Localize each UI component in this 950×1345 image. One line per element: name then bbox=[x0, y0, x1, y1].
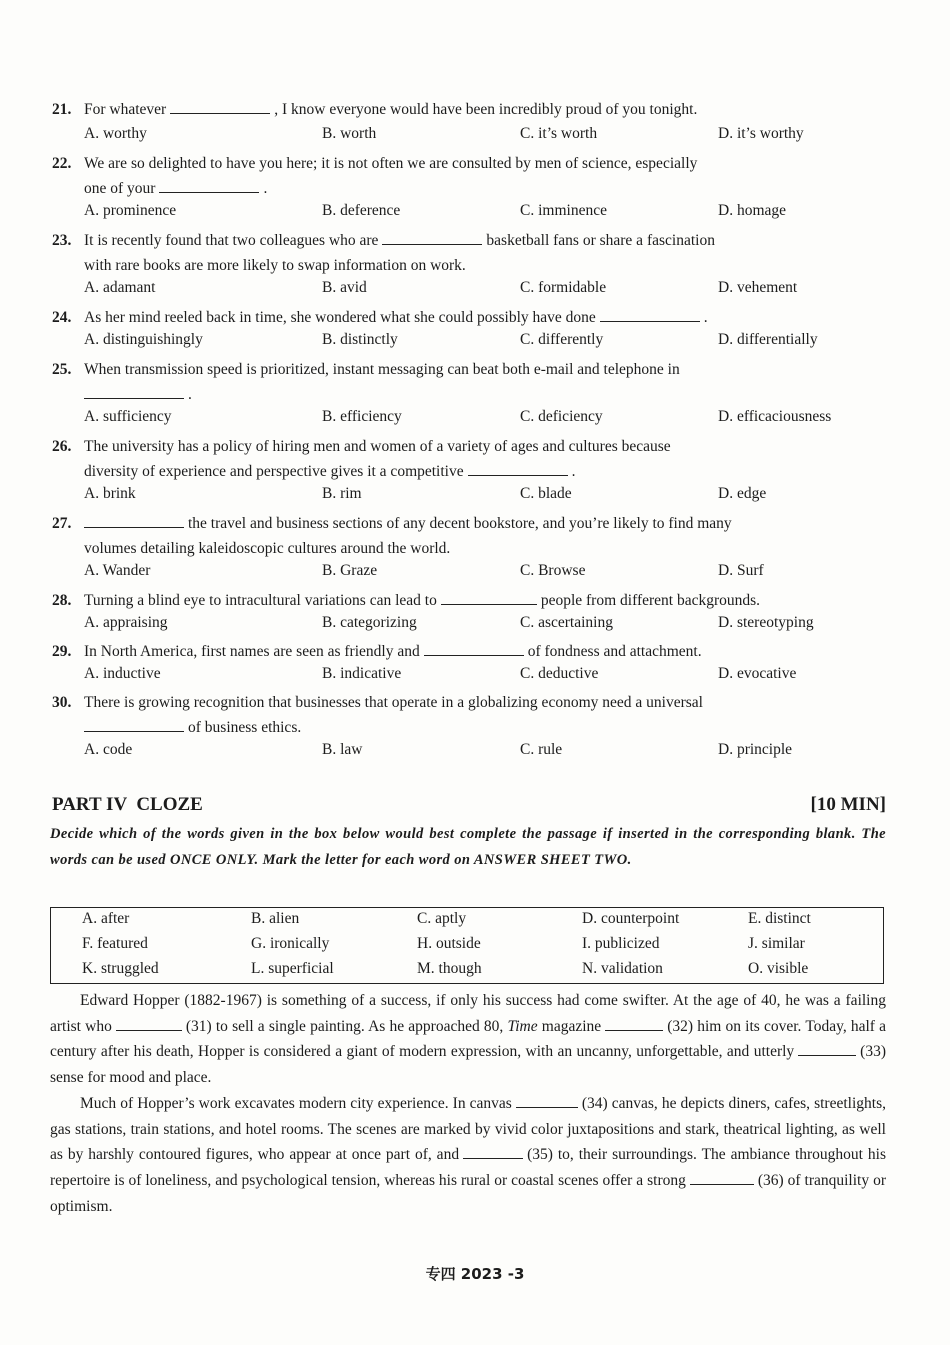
word-option: J. similar bbox=[748, 935, 805, 952]
cloze-passage bbox=[50, 988, 886, 1219]
question-26 bbox=[52, 434, 892, 484]
word-option: G. ironically bbox=[251, 935, 330, 952]
option-b: B. worth bbox=[322, 125, 377, 142]
answer-blank bbox=[84, 513, 184, 528]
option-d: D. it’s worthy bbox=[718, 125, 804, 142]
answer-blank bbox=[84, 717, 184, 732]
passage-paragraph-2: Much of Hopper’s work excavates modern city experience. In canvas (34) canvas, he depicts diners, cafes, streetlights, gas stations, train stations, and hotel rooms. The scenes are marked by vivid color juxtapositions and stark, theatrical lighting, as well as by harshly contoured figures, who appear at once part of, and (35) to, their surroundings. The ambiance throughout his repertoire is of loneliness, and psychological tension, whereas his rural or coastal scenes offer a strong (36) of tranquility or optimism. bbox=[50, 1094, 887, 1215]
option-b: B. indicative bbox=[322, 665, 402, 682]
options-26 bbox=[84, 485, 884, 509]
options-24 bbox=[84, 331, 884, 355]
option-b: B. deference bbox=[322, 202, 401, 219]
options-27 bbox=[84, 562, 884, 586]
word-option: H. outside bbox=[417, 935, 481, 952]
answer-blank bbox=[382, 230, 482, 245]
word-option: B. alien bbox=[251, 910, 300, 927]
option-c: C. formidable bbox=[520, 279, 607, 296]
question-27 bbox=[52, 511, 892, 561]
word-option: A. after bbox=[82, 910, 130, 927]
answer-blank bbox=[600, 307, 700, 322]
word-option: D. counterpoint bbox=[582, 910, 680, 927]
option-a: A. distinguishingly bbox=[84, 331, 203, 348]
option-c: C. blade bbox=[520, 485, 572, 502]
question-stem: When transmission speed is prioritized, instant messaging can beat both e-mail and telephone in bbox=[84, 361, 680, 378]
question-23 bbox=[52, 228, 892, 278]
word-option: F. featured bbox=[82, 935, 148, 952]
answer-blank bbox=[170, 99, 270, 114]
answer-blank bbox=[463, 1144, 523, 1159]
question-stem: In North America, first names are seen as friendly and of fondness and attachment. bbox=[84, 643, 702, 660]
option-a: A. code bbox=[84, 741, 133, 758]
question-stem: There is growing recognition that businesses that operate in a globalizing economy need a universal bbox=[84, 694, 703, 711]
question-stem-continued: with rare books are more likely to swap information on work. bbox=[84, 257, 466, 274]
option-b: B. law bbox=[322, 741, 363, 758]
question-stem: It is recently found that two colleagues who are basketball fans or share a fascination bbox=[84, 232, 715, 249]
option-a: A. prominence bbox=[84, 202, 177, 219]
word-option: K. struggled bbox=[82, 960, 159, 977]
option-c: C. Browse bbox=[520, 562, 586, 579]
question-stem: The university has a policy of hiring men and women of a variety of ages and cultures because bbox=[84, 438, 671, 455]
options-30 bbox=[84, 741, 884, 765]
option-d: D. edge bbox=[718, 485, 767, 502]
question-30 bbox=[52, 690, 892, 740]
option-d: D. vehement bbox=[718, 279, 798, 296]
answer-blank bbox=[84, 384, 184, 399]
option-c: C. rule bbox=[520, 741, 563, 758]
option-d: D. stereotyping bbox=[718, 614, 814, 631]
option-a: A. sufficiency bbox=[84, 408, 172, 425]
answer-blank bbox=[468, 461, 568, 476]
question-number: 25. bbox=[52, 361, 72, 378]
passage-paragraph-1: Edward Hopper (1882-1967) is something of a success, if only his success had come swifter. At the age of 40, he was a failing artist who (31) to sell a single painting. As he approached 80, Time magazine (32) him on its cover. Today, half a century after his death, Hopper is considered a giant of modern expression, with an uncanny, unforgettable, and utterly (33) sense for mood and place. bbox=[50, 992, 887, 1087]
options-23 bbox=[84, 279, 884, 303]
option-a: A. inductive bbox=[84, 665, 161, 682]
option-a: A. Wander bbox=[84, 562, 151, 579]
question-number: 26. bbox=[52, 438, 72, 455]
question-24 bbox=[52, 305, 892, 330]
question-21 bbox=[52, 97, 892, 122]
question-number: 28. bbox=[52, 592, 72, 609]
word-bank-box bbox=[50, 907, 884, 984]
answer-blank bbox=[690, 1170, 754, 1185]
question-number: 30. bbox=[52, 694, 72, 711]
option-b: B. rim bbox=[322, 485, 362, 502]
answer-blank bbox=[159, 178, 259, 193]
question-stem-continued: one of your . bbox=[84, 180, 268, 197]
question-25 bbox=[52, 357, 892, 407]
answer-blank bbox=[424, 641, 524, 656]
option-a: A. brink bbox=[84, 485, 136, 502]
option-d: D. efficaciousness bbox=[718, 408, 832, 425]
option-c: C. it’s worth bbox=[520, 125, 598, 142]
option-a: A. appraising bbox=[84, 614, 168, 631]
option-b: B. efficiency bbox=[322, 408, 402, 425]
question-number: 27. bbox=[52, 515, 72, 532]
answer-blank bbox=[605, 1016, 663, 1031]
answer-blank bbox=[116, 1016, 182, 1031]
option-a: A. worthy bbox=[84, 125, 147, 142]
option-a: A. adamant bbox=[84, 279, 156, 296]
answer-blank bbox=[798, 1041, 856, 1056]
option-c: C. differently bbox=[520, 331, 604, 348]
option-c: C. ascertaining bbox=[520, 614, 613, 631]
option-b: B. Graze bbox=[322, 562, 378, 579]
question-stem: Turning a blind eye to intracultural variations can lead to people from different backgrounds. bbox=[84, 592, 761, 609]
question-stem: For whatever , I know everyone would have been incredibly proud of you tonight. bbox=[84, 101, 698, 118]
question-number: 22. bbox=[52, 155, 72, 172]
question-number: 21. bbox=[52, 101, 72, 118]
options-29 bbox=[84, 665, 884, 689]
page-footer: 专四 2023 -3 bbox=[425, 1265, 525, 1283]
question-stem: We are so delighted to have you here; it is not often we are consulted by men of science, especially bbox=[84, 155, 698, 172]
question-number: 23. bbox=[52, 232, 72, 249]
options-21 bbox=[84, 125, 884, 149]
word-option: O. visible bbox=[748, 960, 809, 977]
word-option: M. though bbox=[417, 960, 482, 977]
question-29 bbox=[52, 639, 892, 664]
option-c: C. deductive bbox=[520, 665, 599, 682]
question-stem-continued: . bbox=[52, 382, 892, 407]
question-number: 29. bbox=[52, 643, 72, 660]
question-stem: As her mind reeled back in time, she wondered what she could possibly have done . bbox=[84, 309, 708, 326]
question-22 bbox=[52, 151, 892, 201]
word-option: I. publicized bbox=[582, 935, 660, 952]
option-b: B. categorizing bbox=[322, 614, 417, 631]
option-d: D. evocative bbox=[718, 665, 797, 682]
option-d: D. principle bbox=[718, 741, 793, 758]
word-option: E. distinct bbox=[748, 910, 811, 927]
question-stem-continued: volumes detailing kaleidoscopic cultures around the world. bbox=[84, 540, 451, 557]
option-b: B. avid bbox=[322, 279, 367, 296]
question-stem: the travel and business sections of any decent bookstore, and you’re likely to find many bbox=[84, 515, 732, 532]
option-d: D. homage bbox=[718, 202, 787, 219]
option-d: D. differentially bbox=[718, 331, 818, 348]
word-option: C. aptly bbox=[417, 910, 467, 927]
part-header bbox=[52, 794, 886, 816]
option-c: C. imminence bbox=[520, 202, 607, 219]
options-28 bbox=[84, 614, 884, 638]
options-22 bbox=[84, 202, 884, 226]
answer-blank bbox=[516, 1093, 578, 1108]
answer-blank bbox=[441, 590, 537, 605]
option-c: C. deficiency bbox=[520, 408, 603, 425]
question-stem-continued: diversity of experience and perspective gives it a competitive . bbox=[84, 463, 576, 480]
option-d: D. Surf bbox=[718, 562, 764, 579]
part-instruction: Decide which of the words given in the box below would best complete the passage if inserted in the corresponding blank. The words can be used ONCE ONLY. Mark the letter for each word on ANSWER SHEET TWO. bbox=[50, 826, 886, 868]
question-stem-continued: of business ethics. bbox=[52, 715, 892, 740]
option-b: B. distinctly bbox=[322, 331, 398, 348]
question-number: 24. bbox=[52, 309, 72, 326]
word-option: L. superficial bbox=[251, 960, 334, 977]
word-option: N. validation bbox=[582, 960, 663, 977]
part-time: [10 MIN] bbox=[810, 794, 886, 815]
options-25 bbox=[84, 408, 884, 432]
part-title: PART IV CLOZE bbox=[52, 794, 203, 815]
question-28 bbox=[52, 588, 892, 613]
